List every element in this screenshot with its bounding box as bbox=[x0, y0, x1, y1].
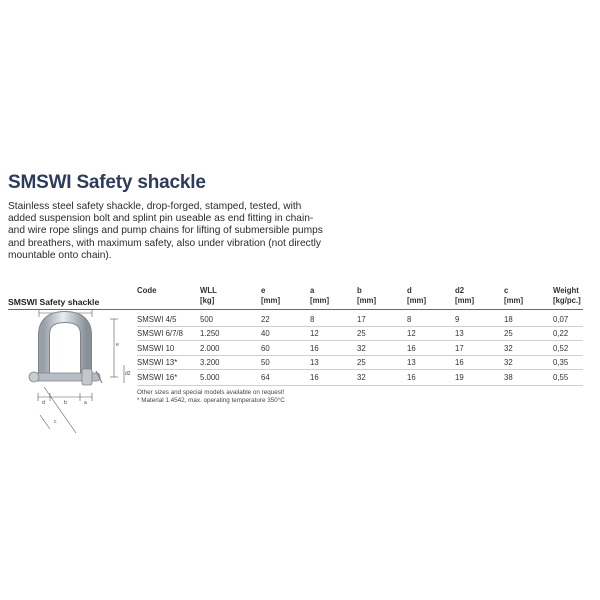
header-a: a [mm] bbox=[310, 286, 330, 305]
cell-code: SMSWI 6/7/8 bbox=[137, 329, 183, 338]
cell-d: 8 bbox=[407, 315, 412, 324]
cell-wll: 2.000 bbox=[200, 344, 220, 353]
header-c: c [mm] bbox=[504, 286, 524, 305]
shackle-drawing bbox=[10, 305, 135, 437]
cell-e: 22 bbox=[261, 315, 270, 324]
header-wll: WLL [kg] bbox=[200, 286, 217, 305]
cell-a: 16 bbox=[310, 373, 319, 382]
row-divider bbox=[137, 369, 583, 370]
cell-c: 38 bbox=[504, 373, 513, 382]
cell-c: 32 bbox=[504, 344, 513, 353]
cell-d2: 19 bbox=[455, 373, 464, 382]
cell-c: 32 bbox=[504, 358, 513, 367]
cell-code: SMSWI 16* bbox=[137, 373, 178, 382]
row-divider bbox=[137, 326, 583, 327]
cell-weight: 0,22 bbox=[553, 329, 569, 338]
cell-a: 13 bbox=[310, 358, 319, 367]
cell-d2: 9 bbox=[455, 315, 460, 324]
label-c: c bbox=[54, 419, 57, 425]
cell-code: SMSWI 13* bbox=[137, 358, 178, 367]
cell-b: 17 bbox=[357, 315, 366, 324]
cell-a: 8 bbox=[310, 315, 315, 324]
cell-b: 32 bbox=[357, 344, 366, 353]
cell-e: 50 bbox=[261, 358, 270, 367]
cell-d: 16 bbox=[407, 344, 416, 353]
cell-weight: 0,55 bbox=[553, 373, 569, 382]
label-a: a bbox=[84, 400, 87, 406]
cell-b: 32 bbox=[357, 373, 366, 382]
header-d2: d2 [mm] bbox=[455, 286, 475, 305]
cell-c: 18 bbox=[504, 315, 513, 324]
dim-line-diagonal bbox=[44, 387, 76, 433]
label-b: b bbox=[64, 400, 67, 406]
header-code: Code bbox=[137, 286, 157, 295]
cell-b: 25 bbox=[357, 329, 366, 338]
cell-e: 64 bbox=[261, 373, 270, 382]
row-divider bbox=[137, 355, 583, 356]
cell-wll: 5.000 bbox=[200, 373, 220, 382]
header-d: d [mm] bbox=[407, 286, 427, 305]
label-d: d bbox=[42, 400, 45, 406]
header-e: e [mm] bbox=[261, 286, 281, 305]
cell-wll: 3.200 bbox=[200, 358, 220, 367]
cell-d: 16 bbox=[407, 373, 416, 382]
cell-code: SMSWI 4/5 bbox=[137, 315, 177, 324]
page-title: SMSWI Safety shackle bbox=[8, 172, 206, 193]
note-other-sizes: Other sizes and special models available on request! bbox=[137, 389, 285, 396]
product-description: Stainless steel safety shackle, drop-forged, stamped, tested, with added suspension bolt and splint pin useable as end fitting in chain- and wire rope slings and pump chains for lifting of submersible pumps and breathers, with maximum safety, also under vibration (not directly mountable onto chain). bbox=[8, 201, 323, 261]
cell-weight: 0,52 bbox=[553, 344, 569, 353]
cell-a: 12 bbox=[310, 329, 319, 338]
cell-d2: 16 bbox=[455, 358, 464, 367]
label-d2: d2 bbox=[125, 371, 131, 377]
shackle-nut bbox=[82, 369, 92, 385]
cell-wll: 1.250 bbox=[200, 329, 220, 338]
row-divider bbox=[137, 385, 583, 386]
header-weight: Weight [kg/pc.] bbox=[553, 286, 581, 305]
note-material: * Material 1.4542, max. operating temperature 350°C bbox=[137, 397, 285, 404]
cell-d2: 17 bbox=[455, 344, 464, 353]
cell-a: 16 bbox=[310, 344, 319, 353]
cell-c: 25 bbox=[504, 329, 513, 338]
label-e: e bbox=[116, 342, 119, 348]
cell-d: 13 bbox=[407, 358, 416, 367]
cell-weight: 0,07 bbox=[553, 315, 569, 324]
cell-e: 60 bbox=[261, 344, 270, 353]
cell-code: SMSWI 10 bbox=[137, 344, 175, 353]
row-divider bbox=[137, 340, 583, 341]
header-b: b [mm] bbox=[357, 286, 377, 305]
cell-b: 25 bbox=[357, 358, 366, 367]
cell-d2: 13 bbox=[455, 329, 464, 338]
section-label: SMSWI Safety shackle bbox=[8, 297, 100, 307]
cell-d: 12 bbox=[407, 329, 416, 338]
cell-weight: 0,35 bbox=[553, 358, 569, 367]
cell-wll: 500 bbox=[200, 315, 214, 324]
cell-e: 40 bbox=[261, 329, 270, 338]
